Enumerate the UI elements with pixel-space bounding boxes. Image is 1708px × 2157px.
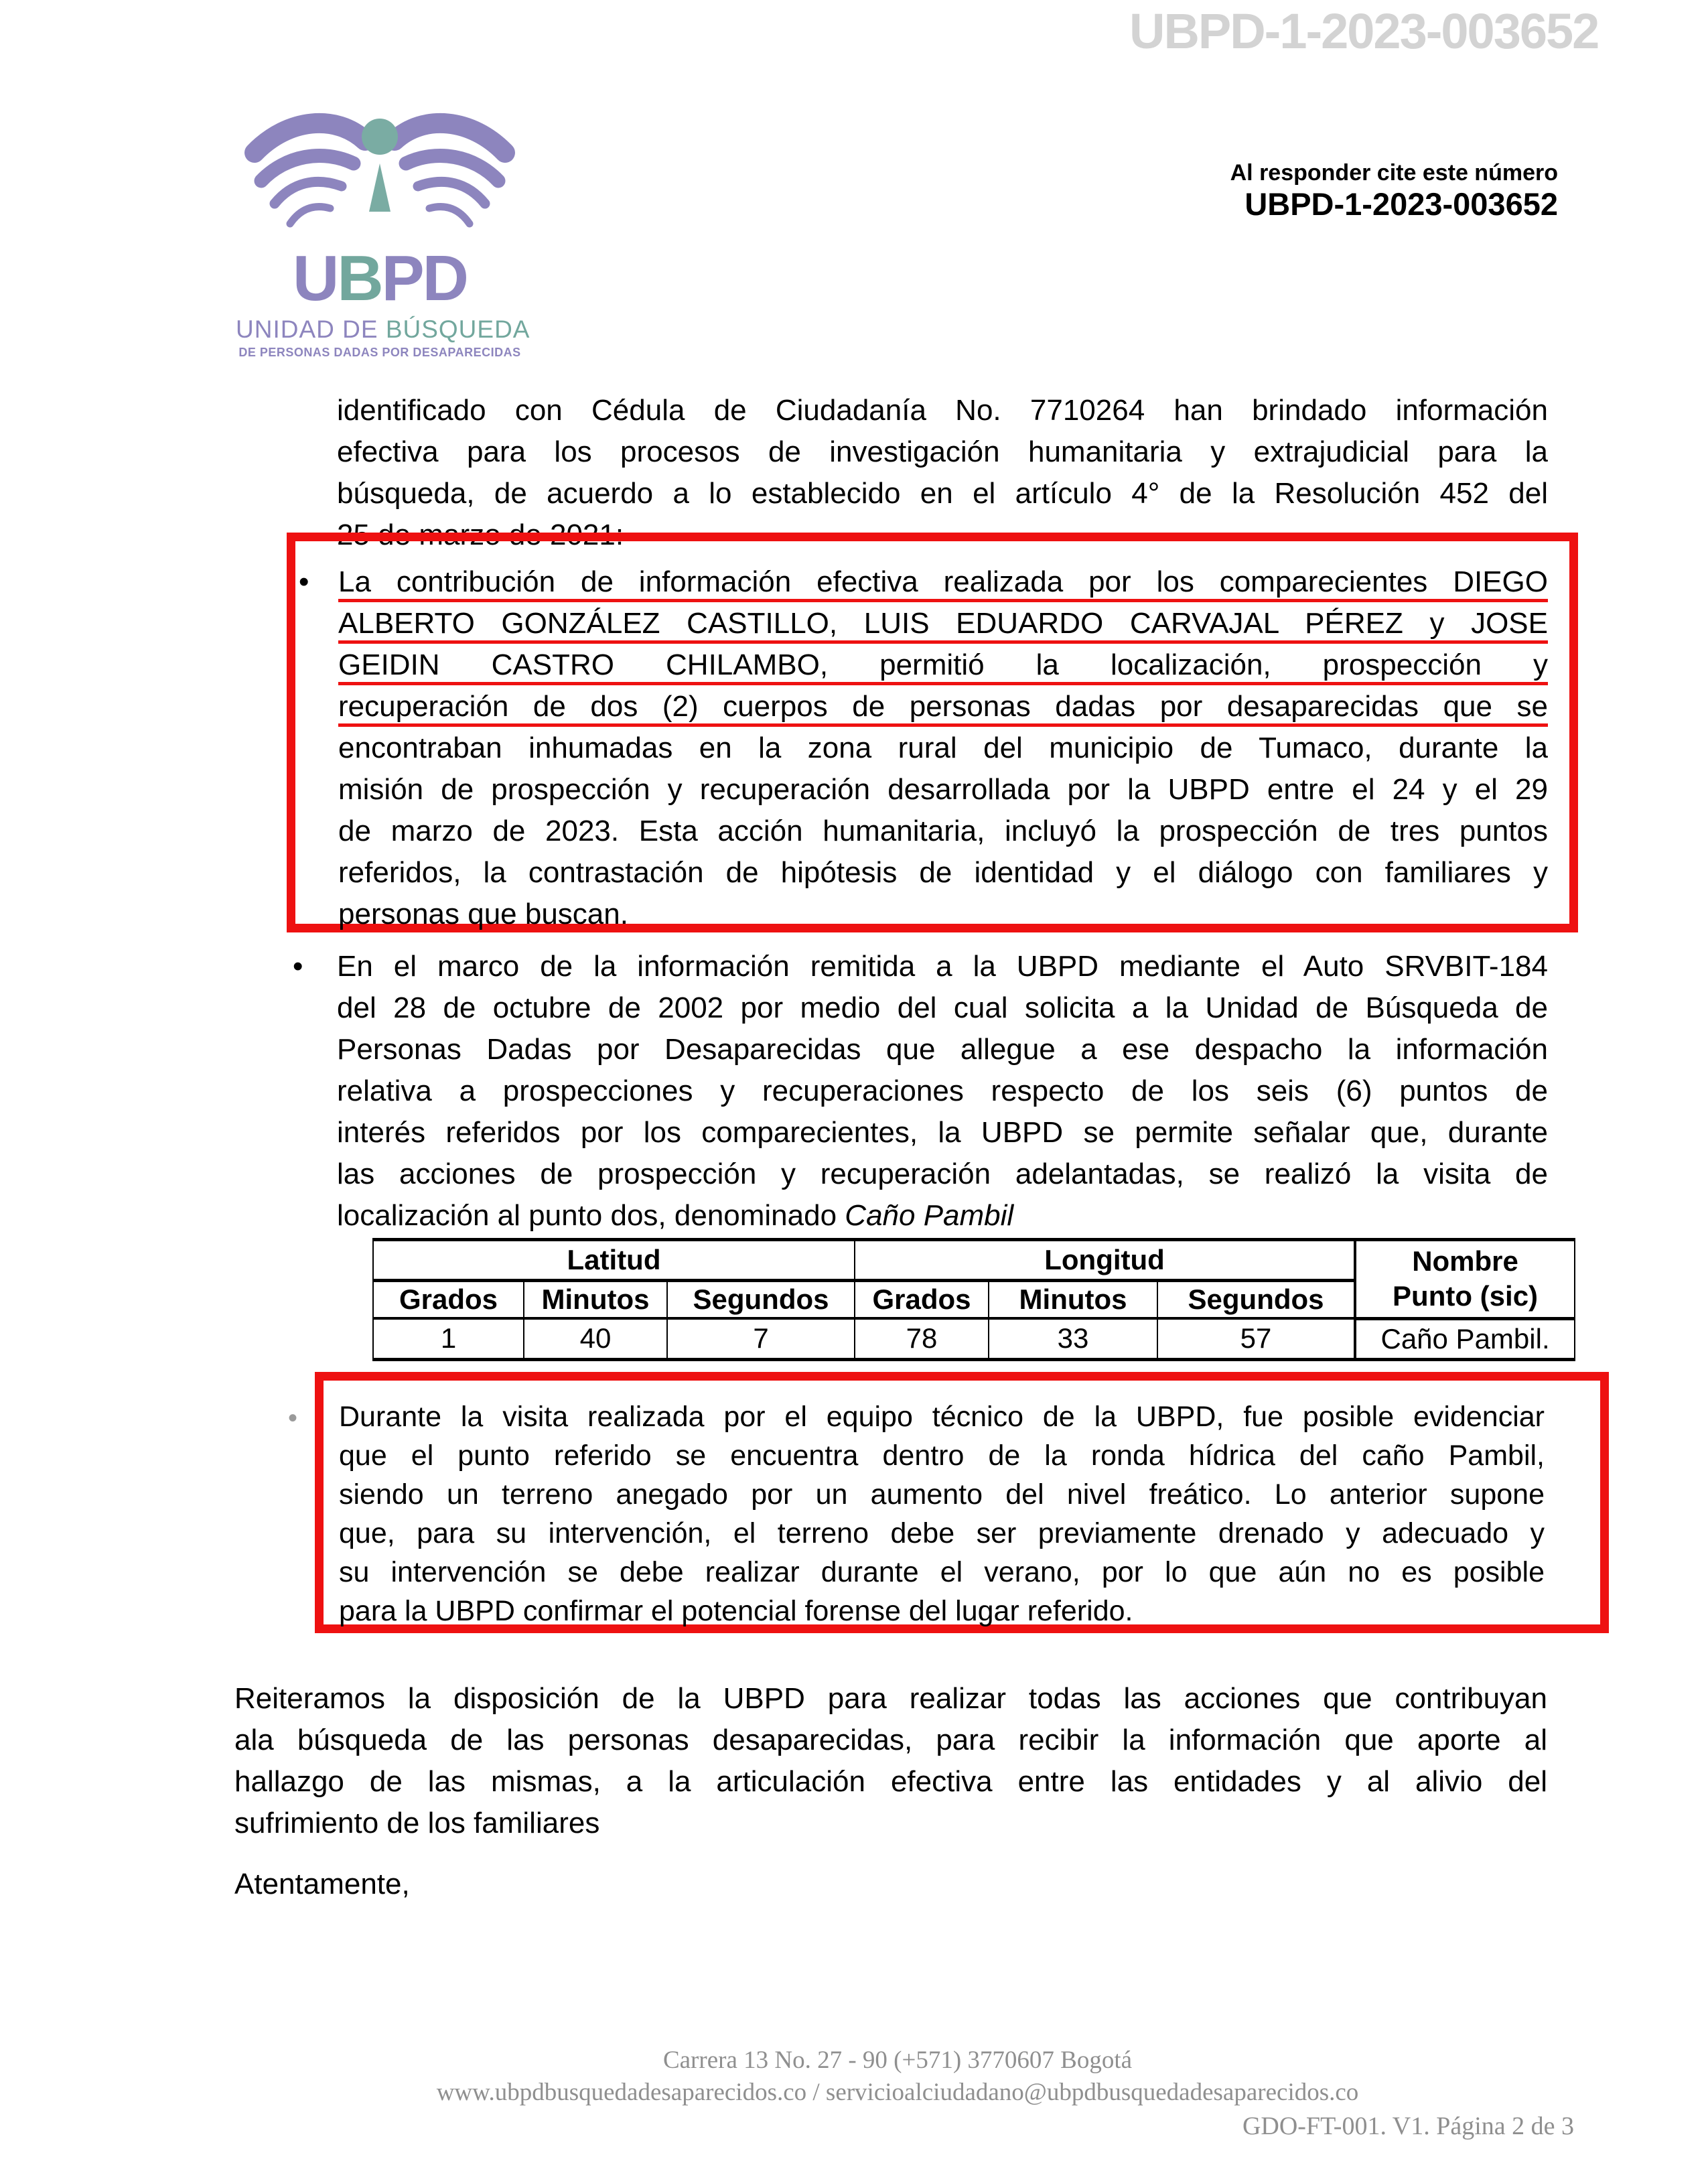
logo-name: UNIDAD DE BÚSQUEDA [236,316,530,343]
table-cell: 57 [1157,1318,1355,1359]
bullet-marker-1: • [299,565,309,598]
table-header-longitud: Longitud [855,1240,1355,1281]
bullet-3-text [339,1397,1545,1630]
text-line: identificado con Cédula de Ciudadanía No. 7710264 han brindado información [337,394,1548,427]
bullet-marker-3: • [288,1403,298,1433]
closing-paragraph [234,1678,1547,1844]
footer-address: Carrera 13 No. 27 - 90 (+571) 3770607 Bogotá [662,2046,1133,2074]
logo-wings-icon [236,110,524,245]
logo-subtitle: DE PERSONAS DADAS POR DESAPARECIDAS [238,346,521,360]
text-line: búsqueda, de acuerdo a lo establecido en el artículo 4° de la Resolución 452 del [337,477,1548,510]
text-line: referidos, la contrastación de hipótesis de identidad y el diálogo con familiares y [338,856,1548,889]
table-subheader: Grados [855,1281,989,1319]
text-line: ALBERTO GONZÁLEZ CASTILLO, LUIS EDUARDO CARVAJAL PÉREZ y JOSE [338,607,1548,640]
text-line: recuperación de dos (2) cuerpos de personas dadas por desaparecidas que se [338,690,1548,723]
footer-contacts: www.ubpdbusquedadesaparecidos.co / servicioalciudadano@ubpdbusquedadesaparecidos.co [436,2079,1359,2106]
intro-paragraph [337,390,1548,556]
table-subheader: Minutos [524,1281,667,1319]
table-cell-nombre: Caño Pambil. [1355,1318,1575,1359]
table-header-latitud: Latitud [373,1240,855,1281]
text-line: personas que buscan. [338,898,628,930]
text-line: En el marco de la información remitida a la UBPD mediante el Auto SRVBIT-184 [337,950,1548,983]
salutation: Atentamente, [234,1868,410,1900]
table-subheader: Grados [373,1281,524,1319]
table-subheader: Minutos [989,1281,1157,1319]
text-line: las acciones de prospección y recuperación adelantadas, se realizó la visita de [337,1158,1548,1190]
table-cell: 40 [524,1318,667,1359]
text-line: sufrimiento de los familiares [234,1807,600,1839]
text-line: su intervención se debe realizar durante el verano, por lo que aún no es posible [339,1556,1545,1588]
table-cell: 1 [373,1318,524,1359]
table-row [373,1318,1575,1359]
table-cell: 78 [855,1318,989,1359]
text-line: 25 de marzo de 2021: [337,518,624,551]
table-cell: 33 [989,1318,1157,1359]
table-header-nombre-punto: Nombre Punto (sic) [1355,1240,1575,1319]
table-subheader: Segundos [667,1281,855,1319]
reply-label: Al responder cite este número [1230,160,1558,186]
text-line: GEIDIN CASTRO CHILAMBO, permitió la localización, prospección y [338,648,1548,681]
logo-body-icon [369,163,390,212]
document-number-watermark: UBPD-1-2023-003652 [1129,3,1599,59]
logo-head-icon [362,119,398,155]
text-line: localización al punto dos, denominado Caño Pambil [337,1199,1014,1232]
ubpd-logo [236,110,530,360]
coordinates-table [372,1238,1575,1361]
text-line: misión de prospección y recuperación desarrollada por la UBPD entre el 24 y el 29 [338,773,1548,806]
text-line: Personas Dadas por Desaparecidas que allegue a ese despacho la información [337,1033,1548,1066]
text-line: efectiva para los procesos de investigación humanitaria y extrajudicial para la [337,435,1548,468]
text-line: que, para su intervención, el terreno debe ser previamente drenado y adecuado y [339,1517,1545,1549]
bullet-1-text [338,561,1548,935]
logo-acronym: UBPD [292,242,467,314]
text-line: hallazgo de las mismas, a la articulación efectiva entre las entidades y al alivio del [234,1765,1547,1798]
table-subheader: Segundos [1157,1281,1355,1319]
text-line: encontraban inhumadas en la zona rural del municipio de Tumaco, durante la [338,732,1548,764]
text-line: de marzo de 2023. Esta acción humanitaria, incluyó la prospección de tres puntos [338,815,1548,847]
bullet-2-text [337,946,1548,1237]
reply-reference-block [1230,159,1558,222]
text-line: que el punto referido se encuentra dentro de la ronda hídrica del caño Pambil, [339,1440,1545,1472]
text-line: La contribución de información efectiva realizada por los comparecientes DIEGO [338,565,1548,598]
doc-code-page-number: GDO-FT-001. V1. Página 2 de 3 [1242,2112,1574,2140]
text-line: siendo un terreno anegado por un aumento del nivel freático. Lo anterior supone [339,1478,1545,1511]
text-line: interés referidos por los comparecientes, la UBPD se permite señalar que, durante [337,1116,1548,1149]
footer [87,2044,1708,2109]
text-line: ala búsqueda de las personas desaparecidas, para recibir la información que aporte al [234,1724,1547,1756]
text-line: Reiteramos la disposición de la UBPD para realizar todas las acciones que contribuyan [234,1682,1547,1715]
table-cell: 7 [667,1318,855,1359]
text-line: Durante la visita realizada por el equipo técnico de la UBPD, fue posible evidenciar [339,1401,1545,1433]
text-line: para la UBPD confirmar el potencial forense del lugar referido. [339,1595,1133,1627]
text-line: del 28 de octubre de 2002 por medio del cual solicita a la Unidad de Búsqueda de [337,991,1548,1024]
text-line: relativa a prospecciones y recuperaciones respecto de los seis (6) puntos de [337,1074,1548,1107]
bullet-marker-2: • [293,950,303,983]
reply-number: UBPD-1-2023-003652 [1244,186,1558,222]
